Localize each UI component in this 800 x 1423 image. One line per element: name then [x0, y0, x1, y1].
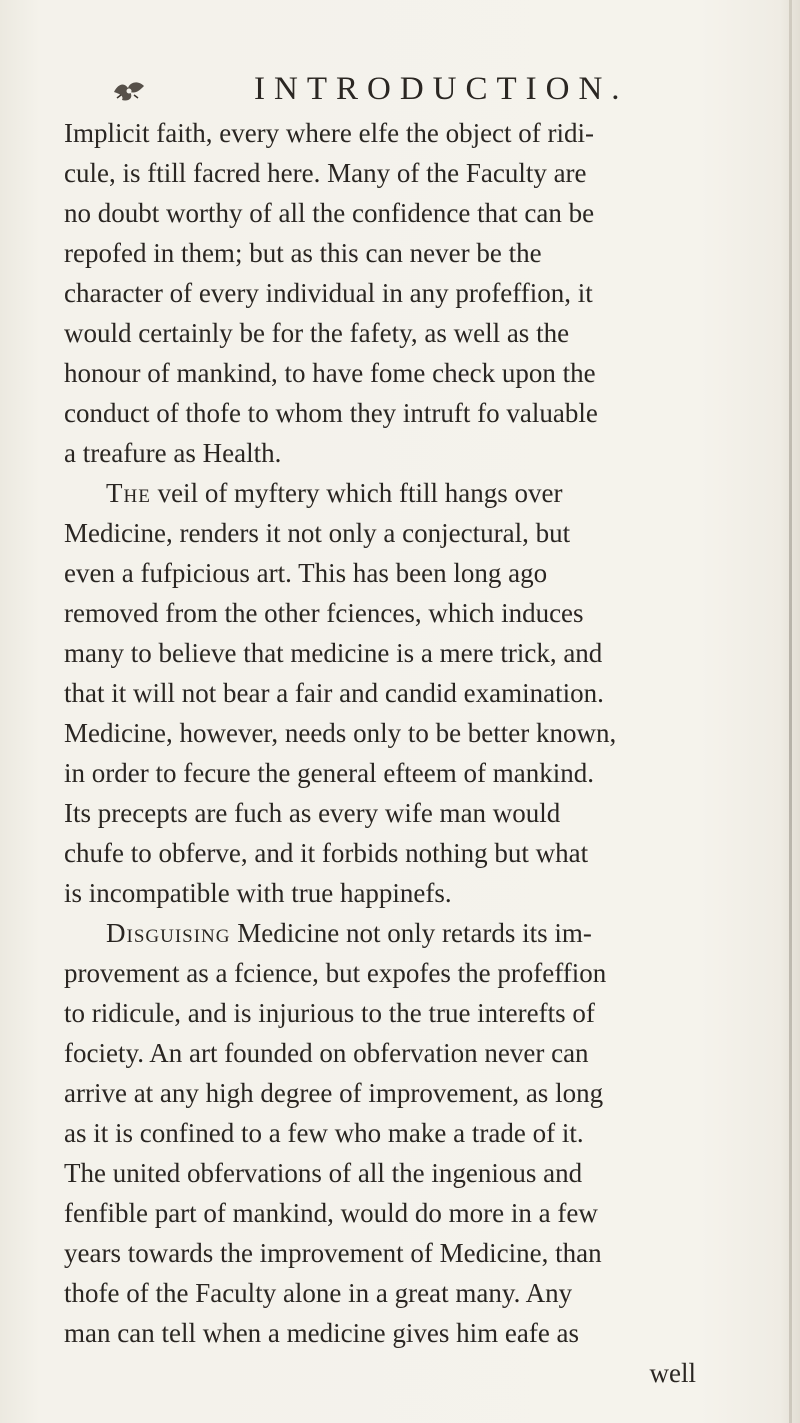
line-text: cule, is ftill facred here. Many of the Faculty are: [64, 158, 587, 188]
text-line: [64, 1313, 704, 1353]
line-text: repofed in them; but as this can never be the: [64, 238, 542, 268]
text-line: [64, 1273, 704, 1313]
text-line: [64, 353, 704, 393]
line-text: as it is confined to a few who make a trade of it.: [64, 1118, 584, 1148]
text-line: [64, 593, 704, 633]
page-edge: [789, 0, 792, 1423]
line-text: to ridicule, and is injurious to the true interefts of: [64, 998, 595, 1028]
text-line: [64, 793, 704, 833]
text-line: [64, 833, 704, 873]
text-line: [64, 433, 704, 473]
text-line: [64, 993, 704, 1033]
text-line: [64, 1153, 704, 1193]
paragraph-lead-word: The: [106, 478, 151, 508]
text-line: [64, 633, 704, 673]
text-line: [64, 873, 704, 913]
text-line: [64, 1073, 704, 1113]
text-line: [64, 1113, 704, 1153]
line-text: The united obfervations of all the ingenious and: [64, 1158, 583, 1188]
line-text: conduct of thofe to whom they intruft fo valuable: [64, 398, 598, 428]
text-line: [64, 233, 704, 273]
line-text: Implicit faith, every where elfe the object of ridi-: [64, 118, 595, 148]
line-text: would certainly be for the fafety, as well as the: [64, 318, 570, 348]
line-text: thofe of the Faculty alone in a great many. Any: [64, 1278, 573, 1308]
line-text: removed from the other fciences, which induces: [64, 598, 584, 628]
line-text: well: [649, 1358, 696, 1388]
line-text: chufe to obferve, and it forbids nothing but what: [64, 838, 589, 868]
line-text: in order to fecure the general efteem of mankind.: [64, 758, 595, 788]
line-text: Its precepts are fuch as every wife man would: [64, 798, 561, 828]
line-text: arrive at any high degree of improvement, as long: [64, 1078, 604, 1108]
line-text: Medicine, renders it not only a conjectural, but: [64, 518, 571, 548]
text-line: [64, 753, 704, 793]
line-text: honour of mankind, to have fome check upon the: [64, 358, 596, 388]
text-line: [64, 513, 704, 553]
line-text: fenfible part of mankind, would do more in a few: [64, 1198, 598, 1228]
paragraph-lead-word: Disguising: [106, 918, 231, 948]
line-text: years towards the improvement of Medicine, than: [64, 1238, 602, 1268]
text-line: [64, 1193, 704, 1233]
body-text: [64, 113, 704, 1393]
line-text: character of every individual in any profeffion, it: [64, 278, 593, 308]
text-line: [64, 393, 704, 433]
line-text: fociety. An art founded on obfervation never can: [64, 1038, 589, 1068]
text-line: [64, 193, 704, 233]
text-line: [64, 713, 704, 753]
line-text: many to believe that medicine is a mere trick, and: [64, 638, 603, 668]
line-text: Medicine not only retards its im-: [230, 918, 592, 948]
line-text: is incompatible with true happinefs.: [64, 878, 452, 908]
running-head: INTRODUCTION.: [254, 71, 629, 107]
text-line: [64, 473, 704, 513]
text-line: [64, 953, 704, 993]
line-text: no doubt worthy of all the confidence that can be: [64, 198, 595, 228]
text-line: [64, 673, 704, 713]
text-line: [64, 1233, 704, 1273]
text-line: [64, 113, 704, 153]
fleuron-ornament-icon: [112, 78, 146, 104]
line-text: veil of myftery which ftill hangs over: [150, 478, 563, 508]
line-text: even a fufpicious art. This has been long ago: [64, 558, 548, 588]
text-line: [64, 153, 704, 193]
line-text: that it will not bear a fair and candid examination.: [64, 678, 604, 708]
line-text: man can tell when a medicine gives him eafe as: [64, 1318, 580, 1348]
line-text: a treafure as Health.: [64, 438, 282, 468]
text-line: [64, 273, 704, 313]
text-line: [64, 1353, 704, 1393]
text-line: [64, 913, 704, 953]
line-text: provement as a fcience, but expofes the profeffion: [64, 958, 607, 988]
text-line: [64, 553, 704, 593]
text-line: [64, 1033, 704, 1073]
text-line: [64, 313, 704, 353]
line-text: Medicine, however, needs only to be better known,: [64, 718, 617, 748]
